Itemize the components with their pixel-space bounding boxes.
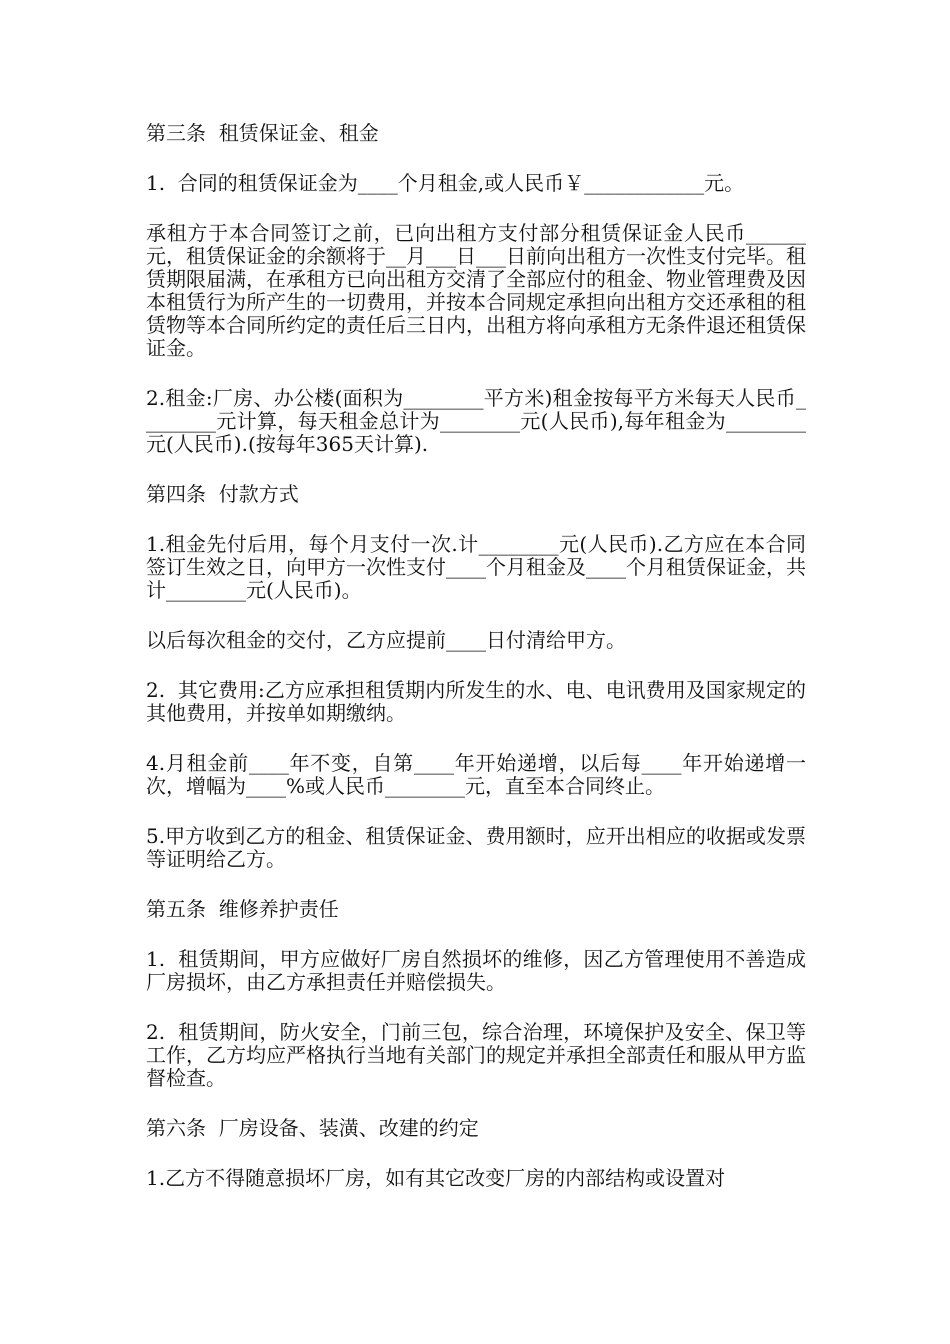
paragraph-payment-schedule: 1.租金先付后用，每个月支付一次.计________元(人民币).乙方应在本合同签订生效之日，向甲方一次性支付____个月租金及____个月租赁保证金，共计________元(人民币)。 <box>146 532 806 602</box>
paragraph-payment-advance: 以后每次租金的交付，乙方应提前____日付清给甲方。 <box>146 628 626 652</box>
paragraph-other-fees: 2. 其它费用:乙方应承担租赁期内所发生的水、电、电讯费用及国家规定的其他费用，并按单如期缴纳。 <box>146 678 806 725</box>
section-heading-4: 第四条 付款方式 <box>146 482 299 506</box>
document-body <box>146 122 806 1217</box>
paragraph-deposit-amount: 1. 合同的租赁保证金为____个月租金,或人民币￥____________元。 <box>146 171 745 195</box>
paragraph-rent: 2.租金:厂房、办公楼(面积为________平方米)租金按每平方米每天人民币________元计算，每天租金总计为________元(人民币),每年租金为________元(人民币).(按每年365天计算). <box>146 386 806 456</box>
section-heading-5: 第五条 维修养护责任 <box>146 897 339 921</box>
paragraph-alterations: 1.乙方不得随意损坏厂房，如有其它改变厂房的内部结构或设置对 <box>146 1166 726 1190</box>
paragraph-safety: 2. 租赁期间，防火安全，门前三包，综合治理，环境保护及安全、保卫等工作，乙方均应严格执行当地有关部门的规定并承担全部责任和服从甲方监督检查。 <box>146 1020 806 1090</box>
section-heading-6: 第六条 厂房设备、装潢、改建的约定 <box>146 1116 479 1140</box>
paragraph-deposit-terms: 承租方于本合同签订之前，已向出租方支付部分租赁保证金人民币______元，租赁保证金的余额将于__月___日___日前向出租方一次性支付完毕。租赁期限届满，在承租方已向出租方交清了全部应付的租金、物业管理费及因本租赁行为所产生的一切费用，并按本合同规定承担向出租方交还承租的租赁物等本合同所约定的责任后三日内，出租方将向承租方无条件退还租赁保证金。 <box>146 221 806 360</box>
section-heading-3: 第三条 租赁保证金、租金 <box>146 121 379 145</box>
paragraph-receipts: 5.甲方收到乙方的租金、租赁保证金、费用额时，应开出相应的收据或发票等证明给乙方。 <box>146 824 806 871</box>
paragraph-rent-increase: 4.月租金前____年不变，自第____年开始递增，以后每____年开始递增一次，增幅为____%或人民币________元，直至本合同终止。 <box>146 751 806 798</box>
paragraph-maintenance: 1. 租赁期间，甲方应做好厂房自然损坏的维修，因乙方管理使用不善造成厂房损坏，由乙方承担责任并赔偿损失。 <box>146 947 806 994</box>
